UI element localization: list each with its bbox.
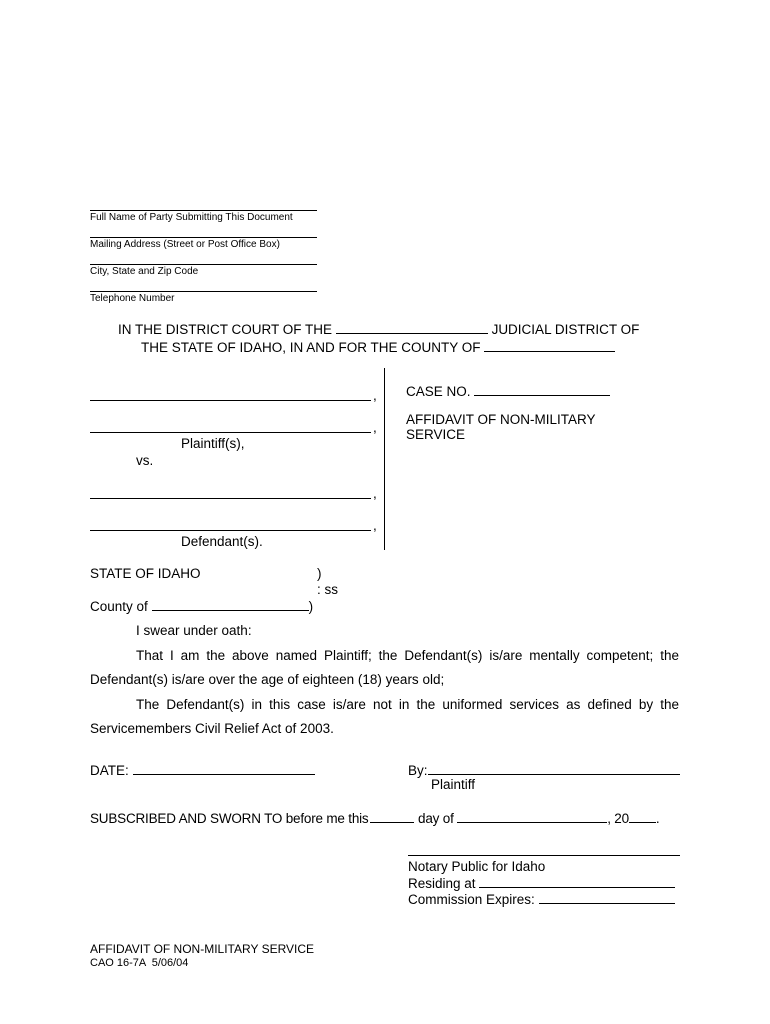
- venue-paren-2: ): [308, 599, 314, 614]
- venue-ss: : ss: [317, 582, 339, 597]
- caption-divider: [384, 368, 385, 550]
- commission-expires-blank[interactable]: [539, 891, 675, 904]
- footer-form-code: CAO 16-7A: [90, 957, 146, 969]
- plaintiff-signature-blank[interactable]: [428, 762, 680, 775]
- party-name-label: Full Name of Party Submitting This Document: [90, 212, 293, 223]
- vs-label: vs.: [136, 453, 154, 468]
- party-address-label: Mailing Address (Street or Post Office Box): [90, 239, 280, 250]
- paragraph-2-line-1: The Defendant(s) in this case is/are not in the uniformed services as defined by the: [136, 697, 679, 712]
- defendant-line-1[interactable]: [90, 498, 371, 499]
- footer-form-info: [90, 957, 188, 969]
- plaintiff-comma-2: ,: [373, 420, 377, 435]
- footer-form-date: 5/06/04: [151, 957, 189, 969]
- party-address-line[interactable]: [90, 237, 317, 238]
- residing-row: [408, 875, 675, 891]
- venue-state: STATE OF IDAHO: [90, 566, 201, 581]
- subscribed-label: SUBSCRIBED AND SWORN TO before me this: [90, 811, 369, 826]
- date-label: DATE:: [90, 763, 129, 778]
- document-title-line1: AFFIDAVIT OF NON-MILITARY: [406, 412, 596, 427]
- paragraph-1-line-2: Defendant(s) is/are over the age of eighteen (18) years old;: [90, 672, 445, 687]
- jurat-period: .: [655, 811, 660, 826]
- paragraph-1-line-1: That I am the above named Plaintiff; the Defendant(s) is/are mentally competent; the: [136, 648, 679, 663]
- defendant-comma-1: ,: [373, 486, 377, 501]
- judicial-district-blank[interactable]: [336, 321, 488, 334]
- case-number-row: [406, 383, 610, 399]
- court-header-line1: [118, 321, 639, 337]
- case-no-label: CASE NO.: [406, 384, 471, 399]
- residing-at-label: Residing at: [408, 876, 476, 891]
- party-city-line[interactable]: [90, 264, 317, 265]
- case-number-blank[interactable]: [474, 383, 610, 396]
- plaintiff-signature-label: Plaintiff: [431, 777, 476, 792]
- residing-at-blank[interactable]: [479, 875, 675, 888]
- court-header-start: IN THE DISTRICT COURT OF THE: [118, 322, 333, 337]
- notary-title: Notary Public for Idaho: [408, 859, 546, 874]
- plaintiff-line-2[interactable]: [90, 432, 371, 433]
- plaintiffs-label: Plaintiff(s),: [181, 436, 245, 451]
- paragraph-2-line-2: Servicemembers Civil Relief Act of 2003.: [90, 721, 334, 736]
- venue-county-row: [90, 598, 313, 614]
- oath-statement: I swear under oath:: [136, 623, 252, 638]
- plaintiff-comma-1: ,: [373, 388, 377, 403]
- document-title-line2: SERVICE: [406, 427, 466, 442]
- jurat-year-blank[interactable]: [629, 810, 656, 823]
- jurat-day-blank[interactable]: [370, 810, 414, 823]
- footer-title: AFFIDAVIT OF NON-MILITARY SERVICE: [90, 942, 315, 956]
- court-header-line2: [141, 339, 615, 355]
- county-of-label: County of: [90, 599, 148, 614]
- court-header-end: JUDICIAL DISTRICT OF: [491, 322, 640, 337]
- county-blank[interactable]: [484, 339, 615, 352]
- court-header-county: THE STATE OF IDAHO, IN AND FOR THE COUNTY OF: [141, 340, 481, 355]
- party-phone-label: Telephone Number: [90, 293, 175, 304]
- date-row: [90, 762, 315, 778]
- defendant-comma-2: ,: [373, 518, 377, 533]
- commission-expires-label: Commission Expires:: [408, 892, 535, 907]
- commission-row: [408, 891, 675, 907]
- notary-signature-line[interactable]: [408, 855, 680, 856]
- party-name-line[interactable]: [90, 210, 317, 211]
- venue-county-blank[interactable]: [152, 598, 309, 611]
- venue-paren-1: ): [317, 566, 322, 581]
- year-prefix: , 20: [607, 811, 629, 826]
- party-city-label: City, State and Zip Code: [90, 266, 199, 277]
- jurat-row: [90, 810, 659, 826]
- day-of-label: day of: [418, 811, 454, 826]
- jurat-month-blank[interactable]: [457, 810, 607, 823]
- party-phone-line[interactable]: [90, 291, 317, 292]
- defendant-line-2[interactable]: [90, 530, 371, 531]
- defendants-label: Defendant(s).: [181, 534, 263, 549]
- date-blank[interactable]: [133, 762, 315, 775]
- by-label: By:: [408, 763, 428, 778]
- plaintiff-line-1[interactable]: [90, 400, 371, 401]
- by-row: [408, 762, 680, 778]
